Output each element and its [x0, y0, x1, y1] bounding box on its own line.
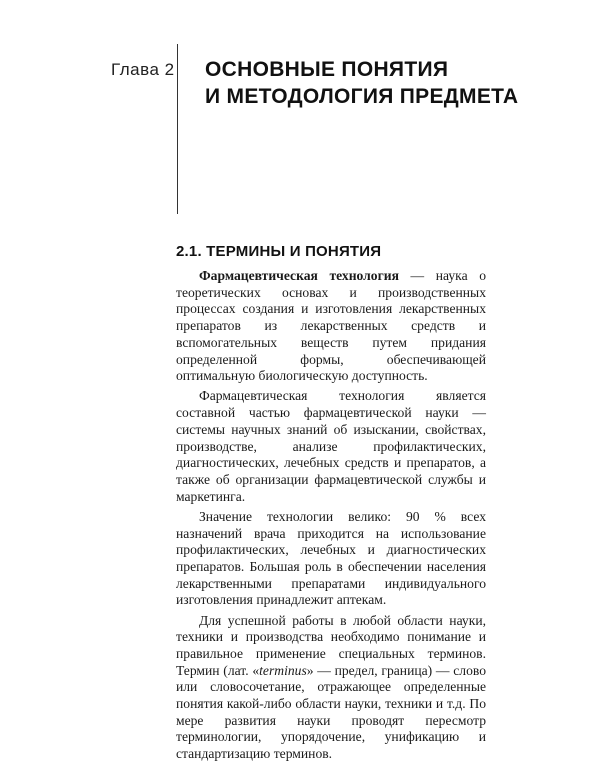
paragraph-importance: Значение технологии велико: 90 % всех назначений врача приходится на использование профилактических, лечебных и диагностических препаратов. Большая роль в обеспечении населения лекарственными препаратами индивидуального изготовления принадлежит аптекам. — [176, 508, 486, 608]
defined-term: Фармацевтическая технология — [199, 268, 399, 283]
terminology-text-end: » — предел, граница) — слово или словосочетание, отражающее определенные понятия какой-либо области науки, техники и т.д. По мере развития науки проводят пересмотр терминологии, упорядочение, унификацию и стандартизацию терминов. — [176, 662, 487, 762]
terminology-text-start: Для успешной работы в любой области науки, техники и производства необходимо понимание и правильное применение специальных терминов. Термин (лат. « — [176, 612, 486, 678]
chapter-title — [205, 56, 518, 110]
latin-word: terminus — [259, 662, 307, 678]
chapter-divider — [177, 44, 178, 214]
section-heading: 2.1. ТЕРМИНЫ И ПОНЯТИЯ — [176, 243, 382, 260]
chapter-title-line-2: И МЕТОДОЛОГИЯ ПРЕДМЕТА — [205, 85, 519, 108]
chapter-label: Глава 2 — [111, 60, 175, 79]
chapter-title-line-1: ОСНОВНЫЕ ПОНЯТИЯ — [205, 58, 449, 81]
body-text — [176, 268, 486, 763]
definition-text: — наука о теоретических основах и производственных процессах создания и изготовления лекарственных препаратов из лекарственных средств и вспомогательных веществ путем придания определенной формы, обеспечивающей оптимальную биологическую доступность. — [176, 268, 487, 384]
paragraph-terminology — [176, 613, 486, 763]
paragraph-science: Фармацевтическая технология является составной частью фармацевтической науки — системы научных знаний об изыскании, свойствах, производстве, анализе профилактических, диагностических, лечебных средств и препаратов, а также об организации фармацевтической службы и маркетинга. — [176, 388, 486, 504]
paragraph-definition — [176, 268, 486, 385]
